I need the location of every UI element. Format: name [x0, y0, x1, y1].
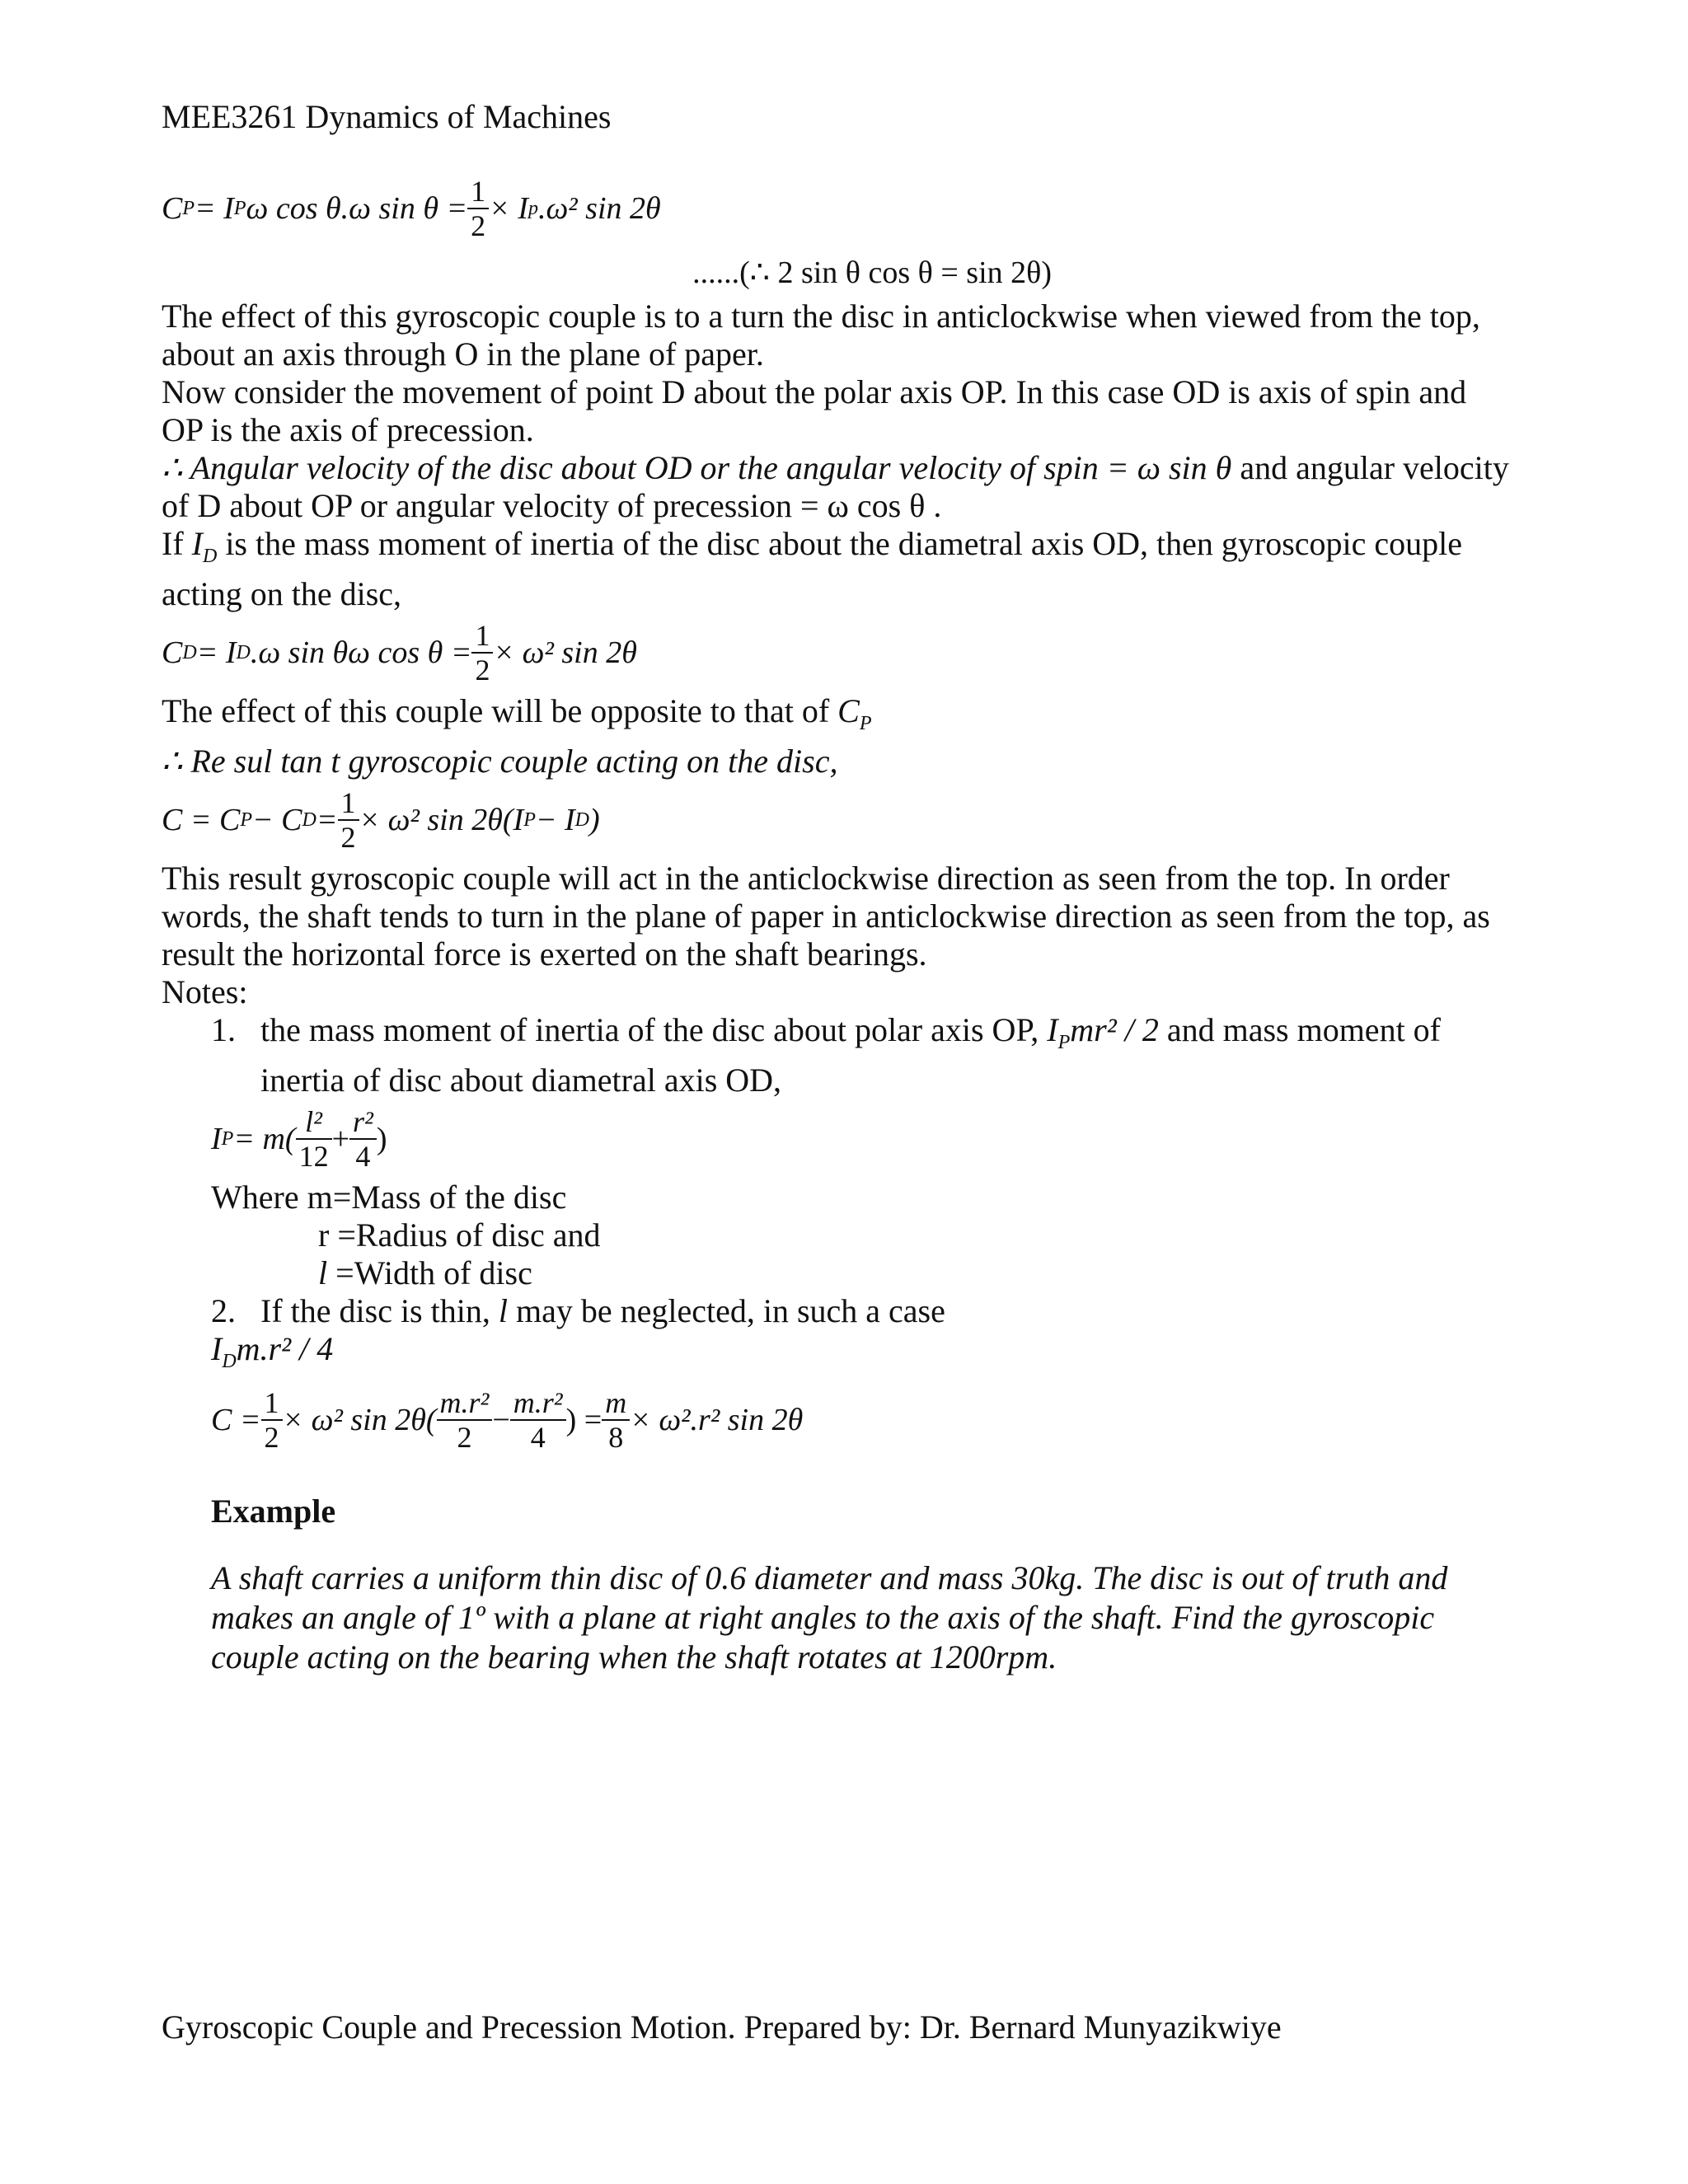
equation-c [162, 780, 1513, 860]
eq-sub: D [182, 642, 197, 663]
italic-text: I [191, 525, 203, 562]
eq-text: = I [196, 635, 237, 670]
subscript: P [859, 713, 872, 734]
fraction [261, 1386, 283, 1454]
paragraph: ∴ Re sul tan t gyroscopic couple acting on the disc, [162, 743, 838, 780]
where-line: r =Radius of disc and [318, 1216, 601, 1254]
fraction [296, 1105, 332, 1173]
fraction-numerator: m.r² [510, 1386, 566, 1421]
text-span: The effect of this couple will be opposite to that of [162, 692, 838, 729]
fraction-numerator: 1 [338, 786, 359, 821]
eq-text: + [331, 1122, 350, 1156]
text-span: =Width of disc [327, 1254, 532, 1291]
fraction-numerator: m.r² [437, 1386, 493, 1421]
equation-id [162, 1330, 1513, 1380]
where-line: Where m=Mass of the disc [211, 1179, 567, 1216]
page-header: MEE3261 Dynamics of Machines [162, 98, 612, 135]
paragraph [162, 449, 1513, 525]
fraction-denominator: 2 [471, 209, 486, 242]
example-body: A shaft carries a uniform thin disc of 0.6 diameter and mass 30kg. The disc is out of truth and makes an angle of 1º with a plane at right angles to the axis of the shaft. Find the gyroscopic couple acting on the bearing when the shaft rotates at 1200rpm. [211, 1559, 1448, 1675]
italic-text: l [498, 1292, 508, 1329]
text-span: and mass moment of inertia of disc about diametral axis OD, [260, 1011, 1441, 1099]
paragraph [162, 525, 1513, 613]
note-item-1 [162, 1011, 1513, 1099]
equation-note: ......(∴ 2 sin θ cos θ = sin 2θ) [692, 255, 1052, 290]
eq-text: = m( [233, 1122, 296, 1156]
italic-text: C [837, 692, 860, 729]
italic-text: ∴ Angular velocity of the disc about OD or the angular velocity of spin = ω sin θ [162, 449, 1232, 486]
page-footer: Gyroscopic Couple and Precession Motion. Prepared by: Dr. Bernard Munyazikwiye [162, 2008, 1282, 2046]
eq-text: × ω² sin 2θ( [282, 1403, 437, 1437]
paragraph: Now consider the movement of point D about the polar axis OP. In this case OD is axis of spin and OP is the axis of precession. [162, 373, 1467, 448]
eq-text: C = [211, 1403, 261, 1437]
text-span: the mass moment of inertia of the disc about polar axis OP, [260, 1011, 1048, 1048]
fraction [510, 1386, 566, 1454]
subscript: D [202, 546, 218, 567]
text-span: If the disc is thin, [260, 1292, 499, 1329]
fraction-denominator: 4 [530, 1421, 546, 1454]
text-span: If [162, 525, 192, 562]
eq-symbol: I [211, 1122, 222, 1156]
eq-text: ω cos θ.ω sin θ = [246, 191, 468, 226]
eq-text: × ω² sin 2θ [493, 635, 637, 670]
note-number: 1. [211, 1011, 236, 1048]
fraction [602, 1386, 630, 1454]
fraction [437, 1386, 493, 1454]
eq-symbol: C [162, 191, 183, 226]
fraction-numerator: m [602, 1386, 630, 1421]
fraction-numerator: l² [296, 1105, 332, 1140]
italic-text: I [1047, 1011, 1058, 1048]
fraction-denominator: 2 [475, 654, 490, 687]
paragraph [162, 692, 1513, 743]
notes-label: Notes: [162, 973, 248, 1010]
eq-sub: D [574, 809, 590, 831]
eq-text: = [316, 803, 338, 837]
fraction-numerator: r² [349, 1105, 377, 1140]
eq-sub: P [221, 1128, 234, 1150]
fraction-numerator: 1 [471, 619, 493, 654]
eq-sub: P [233, 198, 246, 219]
eq-text: − I [535, 803, 575, 837]
eq-text: × I [489, 191, 528, 226]
text-span: and angular velocity of D about OP or angular velocity of precession = ω cos θ . [162, 449, 1509, 524]
eq-text: ) [376, 1122, 387, 1156]
italic-text: l [318, 1254, 328, 1291]
fraction-denominator: 12 [298, 1140, 329, 1173]
fraction-denominator: 8 [608, 1421, 624, 1454]
subscript: P [1057, 1032, 1071, 1053]
italic-text: I [211, 1330, 223, 1367]
example-heading: Example [211, 1493, 336, 1530]
eq-text: .ω² sin 2θ [537, 191, 661, 226]
fraction [349, 1105, 377, 1173]
fraction [467, 175, 489, 242]
equation-cd [162, 613, 1513, 692]
equation-cp [162, 169, 1513, 248]
eq-sub: P [523, 809, 536, 831]
paragraph: The effect of this gyroscopic couple is to a turn the disc in anticlockwise when viewed from the top, about an axis through O in the plane of paper. [162, 298, 1480, 373]
note-item-2 [162, 1292, 1513, 1330]
eq-sub: p [528, 198, 538, 219]
fraction-denominator: 2 [457, 1421, 472, 1454]
fraction-numerator: 1 [467, 175, 489, 209]
fraction [471, 619, 493, 687]
note-number: 2. [211, 1292, 236, 1329]
eq-text: − [492, 1403, 510, 1437]
equation-ip [162, 1099, 1513, 1179]
fraction [338, 786, 359, 854]
text-span: may be neglected, in such a case [507, 1292, 945, 1329]
text-span: is the mass moment of inertia of the disc about the diametral axis OD, then gyroscopic couple acting on the disc, [162, 525, 1463, 612]
eq-text: × ω² sin 2θ(I [359, 803, 524, 837]
where-line [162, 1254, 1513, 1292]
fraction-denominator: 4 [355, 1140, 371, 1173]
page-content [162, 169, 1513, 1677]
eq-text: = I [195, 191, 234, 226]
fraction-denominator: 2 [340, 821, 356, 854]
subscript: D [222, 1351, 237, 1372]
eq-text: ) = [565, 1403, 603, 1437]
eq-text: C = C [162, 803, 241, 837]
eq-sub: D [302, 809, 316, 831]
paragraph: This result gyroscopic couple will act in the anticlockwise direction as seen from the top. In order words, the shaft tends to turn in the plane of paper in anticlockwise direction as seen from the top, as result the horizontal force is exerted on the shaft bearings. [162, 860, 1490, 972]
eq-text: .ω sin θω cos θ = [250, 635, 472, 670]
fraction-numerator: 1 [261, 1386, 283, 1421]
eq-sub: P [240, 809, 253, 831]
eq-sub: D [236, 642, 251, 663]
eq-text: × ω².r² sin 2θ [630, 1403, 804, 1437]
italic-text: m.r² / 4 [236, 1330, 334, 1367]
italic-text: mr² / 2 [1070, 1011, 1159, 1048]
eq-symbol: C [162, 635, 183, 670]
eq-sub: P [182, 198, 195, 219]
eq-text: − C [252, 803, 302, 837]
equation-c-final [162, 1380, 1513, 1460]
fraction-denominator: 2 [264, 1421, 279, 1454]
eq-text: ) [589, 803, 600, 837]
